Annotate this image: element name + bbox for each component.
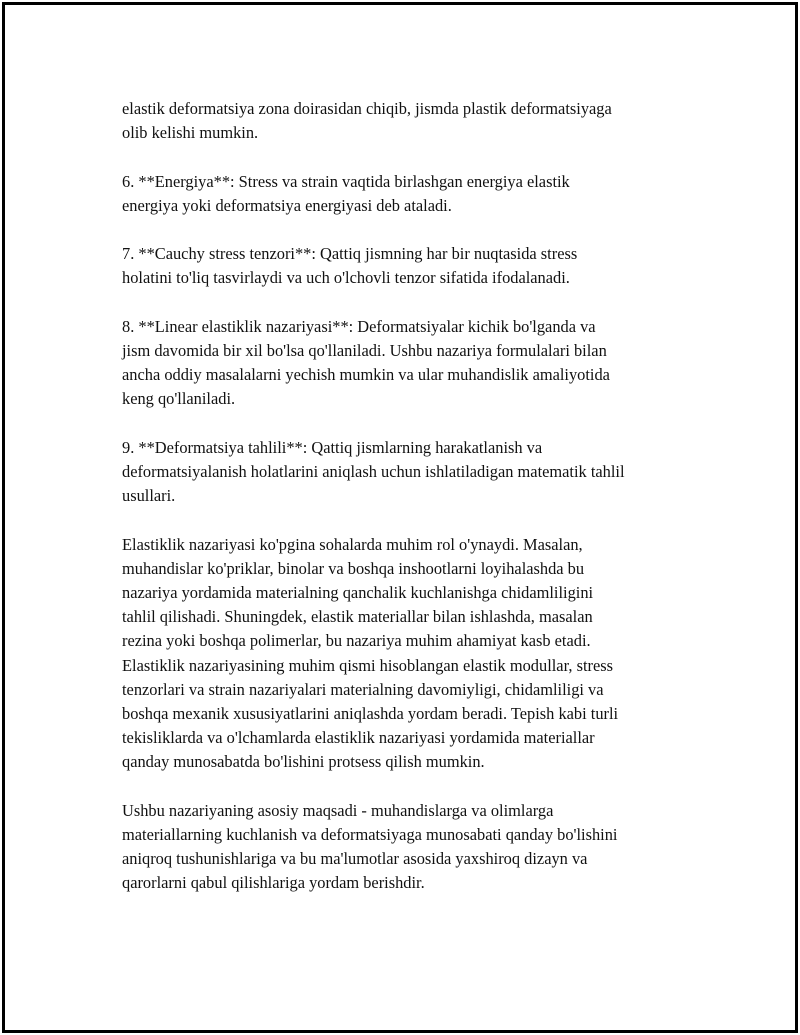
paragraph-purpose: Ushbu nazariyaning asosiy maqsadi - muhandislarga va olimlarga materiallarning kuchlanish va deformatsiyaga munosabati qanday bo'lishini aniqroq tushunishlariga va bu ma'lumotlar asosida yaxshiroq dizayn va qarorlarni qabul qilishlariga yordam berishdir. bbox=[122, 800, 618, 893]
paragraph-item-9-deformatsiya: 9. **Deformatsiya tahlili**: Qattiq jismlarning harakatlanish va deformatsiyalanish holatlarini aniqlash uchun ishlatiladigan matematik tahlil usullari. bbox=[122, 437, 625, 506]
paragraph-elastic-continuation: elastik deformatsiya zona doirasidan chiqib, jismda plastik deformatsiyaga olib kelishi mumkin. bbox=[122, 99, 612, 143]
paragraph-item-6-energiya: 6. **Energiya**: Stress va strain vaqtida birlashgan energiya elastik energiya yoki deformatsiya energiyasi deb ataladi. bbox=[122, 171, 570, 215]
paragraph-applications: Elastiklik nazariyasi ko'pgina sohalarda muhim rol o'ynaydi. Masalan, muhandislar ko'priklar, binolar va boshqa inshootlarni loyihalashda bu nazariya yordamida materialning qanchalik kuchlanishga chidamliligini tahlil qilishadi. Shuningdek, elastik materiallar bilan ishlashda, masalan rezina yoki boshqa polimerlar, bu nazariya muhim ahamiyat kasb etadi. Elastiklik nazariyasining muhim qismi hisoblangan elastik modullar, stress tenzorlari va strain nazariyalari materialning davomiyligi, chidamliligi va boshqa mexanik xususiyatlarini aniqlashda yordam beradi. Tepish kabi turli tekisliklarda va o'lchamlarda elastiklik nazariyasi yordamida materiallar qanday munosabatda bo'lishini protsess qilish mumkin. bbox=[122, 534, 619, 772]
paragraph-item-7-cauchy: 7. **Cauchy stress tenzori**: Qattiq jismning har bir nuqtasida stress holatini to'liq tasvirlaydi va uch o'lchovli tenzor sifatida ifodalanadi. bbox=[122, 244, 578, 288]
page-frame bbox=[2, 2, 798, 1033]
paragraph-item-8-linear: 8. **Linear elastiklik nazariyasi**: Deformatsiyalar kichik bo'lganda va jism davomida bir xil bo'lsa qo'llaniladi. Ushbu nazariya formulalari bilan ancha oddiy masalalarni yechish mumkin va ular muhandislik amaliyotida keng qo'llaniladi. bbox=[122, 316, 610, 409]
document-body bbox=[122, 97, 702, 920]
